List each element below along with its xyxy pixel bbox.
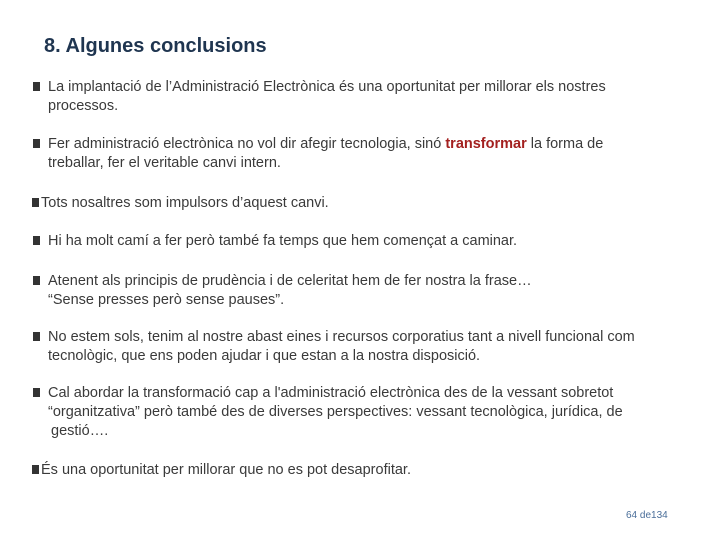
- bullet-item: [33, 272, 693, 310]
- bullet-text: [33, 194, 693, 213]
- bullet-line: Tots nosaltres som impulsors d’aquest canvi.: [41, 195, 329, 211]
- bullet-text: [33, 384, 693, 441]
- page-number: 64 de134: [626, 510, 668, 521]
- bullet-item: [33, 194, 693, 213]
- bullet-text: [33, 135, 693, 173]
- bullet-item: [33, 232, 693, 251]
- bullet-text: [33, 272, 693, 310]
- bullet-line: processos.: [48, 98, 119, 114]
- bullet-line: “organitzativa” però també des de diverses perspectives: vessant tecnològica, jurídica, de: [48, 404, 623, 420]
- bullet-square-icon: [33, 236, 40, 245]
- bullet-item: [33, 328, 693, 366]
- bullet-text: [33, 232, 693, 251]
- bullet-line: Atenent als principis de prudència i de celeritat hem de fer nostra la frase…: [48, 273, 532, 289]
- bullet-text: [33, 328, 693, 366]
- bullet-text: [33, 78, 693, 116]
- bullet-square-icon: [32, 465, 39, 474]
- bullet-line: No estem sols, tenim al nostre abast eines i recursos corporatius tant a nivell funcional com: [48, 329, 635, 345]
- bullet-line-end: la forma de: [526, 136, 604, 152]
- slide-title: 8. Algunes conclusions: [44, 35, 267, 57]
- bullet-square-icon: [33, 82, 40, 91]
- bullet-line: Hi ha molt camí a fer però també fa temps que hem començat a caminar.: [48, 233, 518, 249]
- bullet-square-icon: [33, 139, 40, 148]
- bullet-line: [48, 135, 693, 154]
- bullet-item: [33, 135, 693, 173]
- bullet-item: [33, 384, 693, 441]
- bullet-square-icon: [33, 276, 40, 285]
- highlight-word: transformar: [445, 136, 527, 152]
- bullet-line: És una oportunitat per millorar que no es pot desaprofitar.: [41, 462, 411, 478]
- bullet-square-icon: [33, 388, 40, 397]
- bullet-text: [33, 461, 693, 480]
- bullet-line-start: Fer administració electrònica no vol dir afegir tecnologia, sinó: [48, 136, 446, 152]
- bullet-line: treballar, fer el veritable canvi intern.: [48, 155, 281, 171]
- bullet-line: tecnològic, que ens poden ajudar i que estan a la nostra disposició.: [48, 348, 481, 364]
- bullet-line: Cal abordar la transformació cap a l'administració electrònica des de la vessant sobretot: [48, 385, 614, 401]
- bullet-line: La implantació de l’Administració Electrònica és una oportunitat per millorar els nostres: [48, 79, 606, 95]
- bullet-square-icon: [32, 198, 39, 207]
- bullet-square-icon: [33, 332, 40, 341]
- bullet-item: [33, 461, 693, 480]
- bullet-line: “Sense presses però sense pauses”.: [48, 292, 285, 308]
- bullet-item: [33, 78, 693, 116]
- bullet-line: gestió….: [51, 423, 109, 439]
